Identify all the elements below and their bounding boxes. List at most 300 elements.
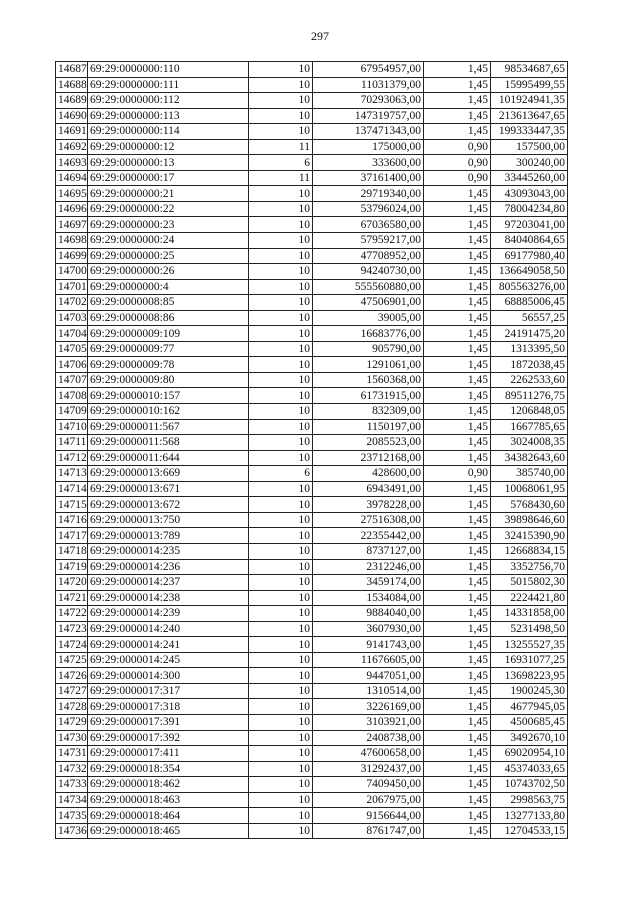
cadastral-value-cell: 555560880,00 xyxy=(313,279,424,295)
cadastral-number-cell: 69:29:0000017:411 xyxy=(88,746,249,762)
category-code-cell: 10 xyxy=(249,108,313,124)
category-code-cell: 10 xyxy=(249,637,313,653)
row-number-cell: 14704 xyxy=(56,326,88,342)
cadastral-value-cell: 9447051,00 xyxy=(313,668,424,684)
cadastral-value-cell: 11676605,00 xyxy=(313,652,424,668)
row-number-cell: 14723 xyxy=(56,621,88,637)
row-number-cell: 14712 xyxy=(56,450,88,466)
coefficient-cell: 1,45 xyxy=(424,559,491,575)
category-code-cell: 10 xyxy=(249,326,313,342)
cadastral-value-cell: 3226169,00 xyxy=(313,699,424,715)
table-row xyxy=(56,201,568,217)
result-value-cell: 3352756,70 xyxy=(491,559,568,575)
cadastral-value-cell: 37161400,00 xyxy=(313,170,424,186)
table-row xyxy=(56,823,568,839)
table-row xyxy=(56,481,568,497)
result-value-cell: 213613647,65 xyxy=(491,108,568,124)
table-row xyxy=(56,310,568,326)
row-number-cell: 14688 xyxy=(56,77,88,93)
category-code-cell: 10 xyxy=(249,388,313,404)
row-number-cell: 14734 xyxy=(56,792,88,808)
cadastral-number-cell: 69:29:0000017:392 xyxy=(88,730,249,746)
result-value-cell: 10743702,50 xyxy=(491,777,568,793)
cadastral-value-cell: 3103921,00 xyxy=(313,714,424,730)
category-code-cell: 10 xyxy=(249,264,313,280)
category-code-cell: 6 xyxy=(249,466,313,482)
result-value-cell: 14331858,00 xyxy=(491,606,568,622)
result-value-cell: 1872038,45 xyxy=(491,357,568,373)
cadastral-value-cell: 2067975,00 xyxy=(313,792,424,808)
cadastral-number-cell: 69:29:0000017:391 xyxy=(88,714,249,730)
cadastral-value-cell: 16683776,00 xyxy=(313,326,424,342)
row-number-cell: 14729 xyxy=(56,714,88,730)
category-code-cell: 10 xyxy=(249,714,313,730)
row-number-cell: 14736 xyxy=(56,823,88,839)
coefficient-cell: 1,45 xyxy=(424,808,491,824)
coefficient-cell: 1,45 xyxy=(424,512,491,528)
table-row xyxy=(56,621,568,637)
category-code-cell: 10 xyxy=(249,746,313,762)
row-number-cell: 14726 xyxy=(56,668,88,684)
table-row xyxy=(56,543,568,559)
category-code-cell: 10 xyxy=(249,124,313,140)
row-number-cell: 14692 xyxy=(56,139,88,155)
category-code-cell: 10 xyxy=(249,279,313,295)
coefficient-cell: 1,45 xyxy=(424,637,491,653)
category-code-cell: 10 xyxy=(249,93,313,109)
table-row xyxy=(56,326,568,342)
category-code-cell: 10 xyxy=(249,512,313,528)
cadastral-value-cell: 70293063,00 xyxy=(313,93,424,109)
coefficient-cell: 1,45 xyxy=(424,730,491,746)
row-number-cell: 14714 xyxy=(56,481,88,497)
category-code-cell: 10 xyxy=(249,777,313,793)
category-code-cell: 10 xyxy=(249,652,313,668)
result-value-cell: 34382643,60 xyxy=(491,450,568,466)
category-code-cell: 10 xyxy=(249,683,313,699)
cadastral-value-cell: 94240730,00 xyxy=(313,264,424,280)
cadastral-number-cell: 69:29:0000014:240 xyxy=(88,621,249,637)
result-value-cell: 33445260,00 xyxy=(491,170,568,186)
coefficient-cell: 1,45 xyxy=(424,575,491,591)
cadastral-number-cell: 69:29:0000000:24 xyxy=(88,233,249,249)
coefficient-cell: 1,45 xyxy=(424,590,491,606)
table-row xyxy=(56,170,568,186)
row-number-cell: 14698 xyxy=(56,233,88,249)
category-code-cell: 10 xyxy=(249,559,313,575)
cadastral-value-cell: 6943491,00 xyxy=(313,481,424,497)
cadastral-number-cell: 69:29:0000014:236 xyxy=(88,559,249,575)
row-number-cell: 14733 xyxy=(56,777,88,793)
result-value-cell: 13277133,80 xyxy=(491,808,568,824)
category-code-cell: 10 xyxy=(249,606,313,622)
result-value-cell: 1206848,05 xyxy=(491,404,568,420)
row-number-cell: 14696 xyxy=(56,201,88,217)
cadastral-number-cell: 69:29:0000014:241 xyxy=(88,637,249,653)
result-value-cell: 97203041,00 xyxy=(491,217,568,233)
coefficient-cell: 1,45 xyxy=(424,310,491,326)
coefficient-cell: 1,45 xyxy=(424,108,491,124)
result-value-cell: 3024008,35 xyxy=(491,435,568,451)
table-row xyxy=(56,512,568,528)
result-value-cell: 98534687,65 xyxy=(491,62,568,78)
coefficient-cell: 1,45 xyxy=(424,777,491,793)
coefficient-cell: 1,45 xyxy=(424,217,491,233)
cadastral-value-cell: 2085523,00 xyxy=(313,435,424,451)
category-code-cell: 10 xyxy=(249,201,313,217)
coefficient-cell: 1,45 xyxy=(424,419,491,435)
cadastral-number-cell: 69:29:0000000:112 xyxy=(88,93,249,109)
result-value-cell: 1667785,65 xyxy=(491,419,568,435)
row-number-cell: 14706 xyxy=(56,357,88,373)
row-number-cell: 14721 xyxy=(56,590,88,606)
category-code-cell: 10 xyxy=(249,699,313,715)
result-value-cell: 157500,00 xyxy=(491,139,568,155)
result-value-cell: 199333447,35 xyxy=(491,124,568,140)
row-number-cell: 14716 xyxy=(56,512,88,528)
row-number-cell: 14700 xyxy=(56,264,88,280)
table-row xyxy=(56,808,568,824)
result-value-cell: 1313395,50 xyxy=(491,341,568,357)
result-value-cell: 12668834,15 xyxy=(491,543,568,559)
result-value-cell: 2998563,75 xyxy=(491,792,568,808)
category-code-cell: 10 xyxy=(249,404,313,420)
row-number-cell: 14687 xyxy=(56,62,88,78)
row-number-cell: 14725 xyxy=(56,652,88,668)
cadastral-number-cell: 69:29:0000014:239 xyxy=(88,606,249,622)
category-code-cell: 10 xyxy=(249,575,313,591)
cadastral-value-cell: 11031379,00 xyxy=(313,77,424,93)
table-row xyxy=(56,248,568,264)
coefficient-cell: 1,45 xyxy=(424,497,491,513)
cadastral-value-cell: 1560368,00 xyxy=(313,372,424,388)
result-value-cell: 45374033,65 xyxy=(491,761,568,777)
result-value-cell: 15995499,55 xyxy=(491,77,568,93)
table-row xyxy=(56,466,568,482)
cadastral-number-cell: 69:29:0000008:86 xyxy=(88,310,249,326)
coefficient-cell: 1,45 xyxy=(424,186,491,202)
coefficient-cell: 1,45 xyxy=(424,326,491,342)
table-row xyxy=(56,77,568,93)
row-number-cell: 14707 xyxy=(56,372,88,388)
result-value-cell: 4677945,05 xyxy=(491,699,568,715)
cadastral-number-cell: 69:29:0000009:80 xyxy=(88,372,249,388)
row-number-cell: 14720 xyxy=(56,575,88,591)
cadastral-number-cell: 69:29:0000014:300 xyxy=(88,668,249,684)
cadastral-value-cell: 53796024,00 xyxy=(313,201,424,217)
category-code-cell: 10 xyxy=(249,186,313,202)
cadastral-value-cell: 137471343,00 xyxy=(313,124,424,140)
row-number-cell: 14717 xyxy=(56,528,88,544)
category-code-cell: 10 xyxy=(249,481,313,497)
category-code-cell: 10 xyxy=(249,62,313,78)
table-row xyxy=(56,435,568,451)
coefficient-cell: 1,45 xyxy=(424,761,491,777)
row-number-cell: 14694 xyxy=(56,170,88,186)
table-row xyxy=(56,746,568,762)
table-row xyxy=(56,419,568,435)
result-value-cell: 24191475,20 xyxy=(491,326,568,342)
result-value-cell: 84040864,65 xyxy=(491,233,568,249)
result-value-cell: 16931077,25 xyxy=(491,652,568,668)
row-number-cell: 14719 xyxy=(56,559,88,575)
result-value-cell: 69177980,40 xyxy=(491,248,568,264)
table-row xyxy=(56,357,568,373)
cadastral-number-cell: 69:29:0000018:462 xyxy=(88,777,249,793)
category-code-cell: 10 xyxy=(249,233,313,249)
table-row xyxy=(56,730,568,746)
coefficient-cell: 1,45 xyxy=(424,746,491,762)
row-number-cell: 14703 xyxy=(56,310,88,326)
result-value-cell: 3492670,10 xyxy=(491,730,568,746)
cadastral-value-cell: 47708952,00 xyxy=(313,248,424,264)
table-row xyxy=(56,295,568,311)
table-row xyxy=(56,761,568,777)
cadastral-number-cell: 69:29:0000018:463 xyxy=(88,792,249,808)
coefficient-cell: 1,45 xyxy=(424,341,491,357)
result-value-cell: 56557,25 xyxy=(491,310,568,326)
cadastral-number-cell: 69:29:0000014:235 xyxy=(88,543,249,559)
cadastral-value-cell: 8761747,00 xyxy=(313,823,424,839)
table-row xyxy=(56,62,568,78)
table-row xyxy=(56,186,568,202)
coefficient-cell: 1,45 xyxy=(424,404,491,420)
coefficient-cell: 1,45 xyxy=(424,264,491,280)
coefficient-cell: 1,45 xyxy=(424,683,491,699)
result-value-cell: 1900245,30 xyxy=(491,683,568,699)
result-value-cell: 2262533,60 xyxy=(491,372,568,388)
row-number-cell: 14691 xyxy=(56,124,88,140)
cadastral-value-cell: 147319757,00 xyxy=(313,108,424,124)
row-number-cell: 14724 xyxy=(56,637,88,653)
category-code-cell: 10 xyxy=(249,497,313,513)
coefficient-cell: 1,45 xyxy=(424,823,491,839)
cadastral-number-cell: 69:29:0000000:26 xyxy=(88,264,249,280)
table-row xyxy=(56,93,568,109)
coefficient-cell: 1,45 xyxy=(424,93,491,109)
category-code-cell: 10 xyxy=(249,419,313,435)
coefficient-cell: 1,45 xyxy=(424,792,491,808)
table-row xyxy=(56,683,568,699)
table-row xyxy=(56,233,568,249)
row-number-cell: 14709 xyxy=(56,404,88,420)
coefficient-cell: 1,45 xyxy=(424,357,491,373)
row-number-cell: 14728 xyxy=(56,699,88,715)
cadastral-value-cell: 67036580,00 xyxy=(313,217,424,233)
row-number-cell: 14735 xyxy=(56,808,88,824)
coefficient-cell: 1,45 xyxy=(424,528,491,544)
row-number-cell: 14731 xyxy=(56,746,88,762)
coefficient-cell: 1,45 xyxy=(424,372,491,388)
row-number-cell: 14711 xyxy=(56,435,88,451)
coefficient-cell: 1,45 xyxy=(424,481,491,497)
table-row xyxy=(56,575,568,591)
table-row xyxy=(56,777,568,793)
result-value-cell: 13698223,95 xyxy=(491,668,568,684)
category-code-cell: 10 xyxy=(249,248,313,264)
cadastral-number-cell: 69:29:0000011:567 xyxy=(88,419,249,435)
result-value-cell: 385740,00 xyxy=(491,466,568,482)
row-number-cell: 14718 xyxy=(56,543,88,559)
table-row xyxy=(56,792,568,808)
cadastral-number-cell: 69:29:0000009:77 xyxy=(88,341,249,357)
cadastral-number-cell: 69:29:0000013:750 xyxy=(88,512,249,528)
cadastral-value-cell: 23712168,00 xyxy=(313,450,424,466)
table-row xyxy=(56,388,568,404)
table-row xyxy=(56,341,568,357)
category-code-cell: 10 xyxy=(249,792,313,808)
table-row xyxy=(56,714,568,730)
row-number-cell: 14695 xyxy=(56,186,88,202)
category-code-cell: 10 xyxy=(249,590,313,606)
coefficient-cell: 1,45 xyxy=(424,201,491,217)
result-value-cell: 12704533,15 xyxy=(491,823,568,839)
cadastral-value-table xyxy=(55,61,568,839)
result-value-cell: 78004234,80 xyxy=(491,201,568,217)
result-value-cell: 5768430,60 xyxy=(491,497,568,513)
table-row xyxy=(56,590,568,606)
category-code-cell: 10 xyxy=(249,77,313,93)
cadastral-value-cell: 428600,00 xyxy=(313,466,424,482)
row-number-cell: 14727 xyxy=(56,683,88,699)
table-row xyxy=(56,217,568,233)
result-value-cell: 2224421,80 xyxy=(491,590,568,606)
table-row xyxy=(56,497,568,513)
cadastral-number-cell: 69:29:0000017:318 xyxy=(88,699,249,715)
table-body xyxy=(56,62,568,839)
result-value-cell: 10068061,95 xyxy=(491,481,568,497)
coefficient-cell: 1,45 xyxy=(424,606,491,622)
cadastral-number-cell: 69:29:0000018:464 xyxy=(88,808,249,824)
category-code-cell: 6 xyxy=(249,155,313,171)
category-code-cell: 10 xyxy=(249,621,313,637)
coefficient-cell: 1,45 xyxy=(424,668,491,684)
category-code-cell: 10 xyxy=(249,310,313,326)
cadastral-number-cell: 69:29:0000013:672 xyxy=(88,497,249,513)
cadastral-value-cell: 3978228,00 xyxy=(313,497,424,513)
table-row xyxy=(56,279,568,295)
cadastral-number-cell: 69:29:0000008:85 xyxy=(88,295,249,311)
row-number-cell: 14701 xyxy=(56,279,88,295)
row-number-cell: 14730 xyxy=(56,730,88,746)
result-value-cell: 5015802,30 xyxy=(491,575,568,591)
category-code-cell: 10 xyxy=(249,730,313,746)
coefficient-cell: 1,45 xyxy=(424,652,491,668)
page-number: 297 xyxy=(311,29,329,43)
table-row xyxy=(56,155,568,171)
category-code-cell: 10 xyxy=(249,341,313,357)
cadastral-value-cell: 22355442,00 xyxy=(313,528,424,544)
cadastral-value-cell: 39005,00 xyxy=(313,310,424,326)
cadastral-number-cell: 69:29:0000000:21 xyxy=(88,186,249,202)
row-number-cell: 14702 xyxy=(56,295,88,311)
category-code-cell: 10 xyxy=(249,295,313,311)
cadastral-value-cell: 27516308,00 xyxy=(313,512,424,528)
table-row xyxy=(56,372,568,388)
cadastral-number-cell: 69:29:0000000:13 xyxy=(88,155,249,171)
row-number-cell: 14690 xyxy=(56,108,88,124)
coefficient-cell: 1,45 xyxy=(424,388,491,404)
cadastral-value-cell: 832309,00 xyxy=(313,404,424,420)
cadastral-number-cell: 69:29:0000011:568 xyxy=(88,435,249,451)
category-code-cell: 10 xyxy=(249,528,313,544)
cadastral-value-cell: 47600658,00 xyxy=(313,746,424,762)
cadastral-number-cell: 69:29:0000010:162 xyxy=(88,404,249,420)
coefficient-cell: 0,90 xyxy=(424,139,491,155)
table-row xyxy=(56,606,568,622)
category-code-cell: 10 xyxy=(249,450,313,466)
coefficient-cell: 1,45 xyxy=(424,233,491,249)
result-value-cell: 13255527,35 xyxy=(491,637,568,653)
result-value-cell: 5231498,50 xyxy=(491,621,568,637)
table-row xyxy=(56,450,568,466)
coefficient-cell: 1,45 xyxy=(424,621,491,637)
table-row xyxy=(56,264,568,280)
result-value-cell: 136649058,50 xyxy=(491,264,568,280)
coefficient-cell: 1,45 xyxy=(424,248,491,264)
cadastral-number-cell: 69:29:0000000:114 xyxy=(88,124,249,140)
row-number-cell: 14699 xyxy=(56,248,88,264)
cadastral-value-cell: 1310514,00 xyxy=(313,683,424,699)
table-row xyxy=(56,637,568,653)
row-number-cell: 14689 xyxy=(56,93,88,109)
table-row xyxy=(56,404,568,420)
category-code-cell: 10 xyxy=(249,823,313,839)
cadastral-number-cell: 69:29:0000013:669 xyxy=(88,466,249,482)
cadastral-value-cell: 3607930,00 xyxy=(313,621,424,637)
cadastral-number-cell: 69:29:0000018:354 xyxy=(88,761,249,777)
result-value-cell: 43093043,00 xyxy=(491,186,568,202)
coefficient-cell: 1,45 xyxy=(424,543,491,559)
coefficient-cell: 0,90 xyxy=(424,155,491,171)
cadastral-value-cell: 47506901,00 xyxy=(313,295,424,311)
result-value-cell: 101924941,35 xyxy=(491,93,568,109)
cadastral-value-cell: 31292437,00 xyxy=(313,761,424,777)
cadastral-value-cell: 7409450,00 xyxy=(313,777,424,793)
coefficient-cell: 1,45 xyxy=(424,435,491,451)
cadastral-number-cell: 69:29:0000000:113 xyxy=(88,108,249,124)
category-code-cell: 10 xyxy=(249,668,313,684)
result-value-cell: 68885006,45 xyxy=(491,295,568,311)
coefficient-cell: 1,45 xyxy=(424,295,491,311)
cadastral-value-cell: 2312246,00 xyxy=(313,559,424,575)
cadastral-value-cell: 3459174,00 xyxy=(313,575,424,591)
result-value-cell: 39898646,60 xyxy=(491,512,568,528)
coefficient-cell: 0,90 xyxy=(424,466,491,482)
cadastral-number-cell: 69:29:0000000:23 xyxy=(88,217,249,233)
row-number-cell: 14710 xyxy=(56,419,88,435)
row-number-cell: 14708 xyxy=(56,388,88,404)
cadastral-value-cell: 905790,00 xyxy=(313,341,424,357)
cadastral-number-cell: 69:29:0000000:12 xyxy=(88,139,249,155)
cadastral-value-cell: 1534084,00 xyxy=(313,590,424,606)
coefficient-cell: 1,45 xyxy=(424,699,491,715)
category-code-cell: 10 xyxy=(249,357,313,373)
cadastral-value-cell: 1291061,00 xyxy=(313,357,424,373)
table-row xyxy=(56,559,568,575)
table-row xyxy=(56,108,568,124)
row-number-cell: 14722 xyxy=(56,606,88,622)
cadastral-value-cell: 333600,00 xyxy=(313,155,424,171)
cadastral-value-cell: 175000,00 xyxy=(313,139,424,155)
table-row xyxy=(56,699,568,715)
category-code-cell: 10 xyxy=(249,435,313,451)
category-code-cell: 10 xyxy=(249,808,313,824)
cadastral-number-cell: 69:29:0000013:789 xyxy=(88,528,249,544)
cadastral-number-cell: 69:29:0000010:157 xyxy=(88,388,249,404)
row-number-cell: 14715 xyxy=(56,497,88,513)
result-value-cell: 805563276,00 xyxy=(491,279,568,295)
